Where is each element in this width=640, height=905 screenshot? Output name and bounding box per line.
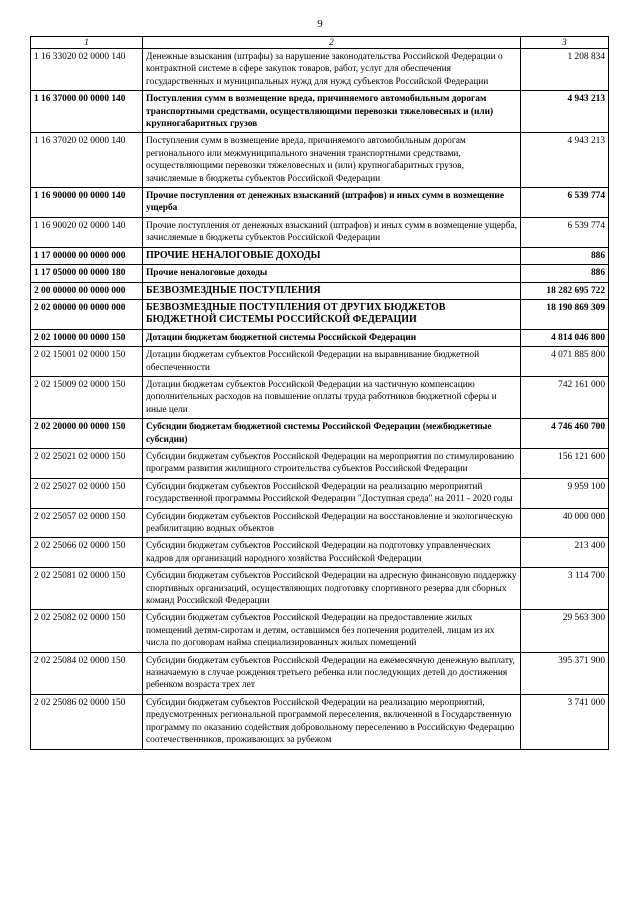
budget-code-cell: 2 00 00000 00 0000 000 [31,282,143,299]
amount-cell: 156 121 600 [521,448,609,478]
income-name-cell: Субсидии бюджетам субъектов Российской Федерации на подготовку управленческих кадров для организаций народного хозяйства Российской Федерации [143,538,521,568]
column-number: 3 [521,37,609,49]
amount-cell: 6 539 774 [521,217,609,247]
income-name-cell: БЕЗВОЗМЕЗДНЫЕ ПОСТУПЛЕНИЯ ОТ ДРУГИХ БЮДЖЕТОВ БЮДЖЕТНОЙ СИСТЕМЫ РОССИЙСКОЙ ФЕДЕРАЦИИ [143,299,521,329]
income-name-cell: Субсидии бюджетам субъектов Российской Федерации на мероприятия по стимулированию программ развития жилищного строительства субъектов Российской Федерации [143,448,521,478]
amount-cell: 3 741 000 [521,694,609,749]
table-row [31,376,609,418]
budget-code-cell: 2 02 25027 02 0000 150 [31,478,143,508]
budget-code-cell: 1 16 37000 00 0000 140 [31,91,143,133]
table-row [31,91,609,133]
amount-cell: 1 208 834 [521,49,609,91]
budget-code-cell: 2 02 10000 00 0000 150 [31,329,143,346]
budget-code-cell: 2 02 25021 02 0000 150 [31,448,143,478]
budget-code-cell: 1 16 90000 00 0000 140 [31,188,143,218]
amount-cell: 4 814 046 800 [521,329,609,346]
budget-code-cell: 1 16 33020 02 0000 140 [31,49,143,91]
income-name-cell: Дотации бюджетам бюджетной системы Российской Федерации [143,329,521,346]
budget-code-cell: 1 17 00000 00 0000 000 [31,247,143,264]
income-name-cell: Субсидии бюджетам бюджетной системы Российской Федерации (межбюджетные субсидии) [143,419,521,449]
amount-cell: 4 943 213 [521,133,609,188]
table-row [31,329,609,346]
amount-cell: 4 943 213 [521,91,609,133]
amount-cell: 4 746 460 700 [521,419,609,449]
income-name-cell: Поступления сумм в возмещение вреда, причиняемого автомобильным дорогам транспортными средствами, осуществляющими перевозки тяжеловесных и (или) крупногабаритных грузов [143,91,521,133]
income-name-cell: Субсидии бюджетам субъектов Российской Федерации на реализацию мероприятий, предусмотренных региональной программой переселения, включенной в Государственную программу по оказанию содействия добровольному переселению в Российскую Федерацию соотечественников, проживающих за рубежом [143,694,521,749]
amount-cell: 4 071 885 800 [521,347,609,377]
income-name-cell: Субсидии бюджетам субъектов Российской Федерации на реализацию мероприятий государственной программы Российской Федерации "Доступная среда" на 2011 - 2020 годы [143,478,521,508]
amount-cell: 886 [521,265,609,282]
budget-code-cell: 2 02 20000 00 0000 150 [31,419,143,449]
table-row [31,694,609,749]
budget-code-cell: 1 16 37020 02 0000 140 [31,133,143,188]
column-number: 1 [31,37,143,49]
table-row [31,188,609,218]
amount-cell: 6 539 774 [521,188,609,218]
table-row [31,247,609,264]
budget-table [30,36,609,750]
table-row [31,448,609,478]
table-row [31,217,609,247]
table-row [31,508,609,538]
amount-cell: 9 959 100 [521,478,609,508]
amount-cell: 395 371 900 [521,652,609,694]
income-name-cell: Прочие поступления от денежных взысканий (штрафов) и иных сумм в возмещение ущерба [143,188,521,218]
income-name-cell: Денежные взыскания (штрафы) за нарушение законодательства Российской Федерации о контрактной системе в сфере закупок товаров, работ, услуг для обеспечения государственных и муниципальных нужд для нужд субъектов Российской Федерации [143,49,521,91]
income-name-cell: ПРОЧИЕ НЕНАЛОГОВЫЕ ДОХОДЫ [143,247,521,264]
column-number-row [31,37,609,49]
table-row [31,49,609,91]
income-name-cell: БЕЗВОЗМЕЗДНЫЕ ПОСТУПЛЕНИЯ [143,282,521,299]
amount-cell: 3 114 700 [521,568,609,610]
page-number: 9 [317,18,323,30]
income-name-cell: Дотации бюджетам субъектов Российской Федерации на частичную компенсацию дополнительных расходов на повышение оплаты труда работников бюджетной сферы и иные цели [143,376,521,418]
table-row [31,478,609,508]
table-row [31,133,609,188]
income-name-cell: Субсидии бюджетам субъектов Российской Федерации на восстановление и экологическую реабилитацию водных объектов [143,508,521,538]
amount-cell: 18 190 869 309 [521,299,609,329]
budget-code-cell: 2 02 25057 02 0000 150 [31,508,143,538]
amount-cell: 742 161 000 [521,376,609,418]
budget-code-cell: 2 02 00000 00 0000 000 [31,299,143,329]
table-row [31,568,609,610]
budget-code-cell: 2 02 25081 02 0000 150 [31,568,143,610]
income-name-cell: Поступления сумм в возмещение вреда, причиняемого автомобильным дорогам регионального или межмуниципального значения транспортными средствами, осуществляющими перевозки тяжеловесных и (или) крупногабаритных грузов, зачисляемые в бюджеты субъектов Российской Федерации [143,133,521,188]
table-row [31,538,609,568]
income-name-cell: Субсидии бюджетам субъектов Российской Федерации на адресную финансовую поддержку спортивных организаций, осуществляющих подготовку спортивного резерва для сборных команд Российской Федерации [143,568,521,610]
table-row [31,610,609,652]
amount-cell: 29 563 300 [521,610,609,652]
budget-code-cell: 2 02 15009 02 0000 150 [31,376,143,418]
budget-code-cell: 2 02 25086 02 0000 150 [31,694,143,749]
table-row [31,282,609,299]
amount-cell: 40 000 000 [521,508,609,538]
income-name-cell: Дотации бюджетам субъектов Российской Федерации на выравнивание бюджетной обеспеченности [143,347,521,377]
amount-cell: 886 [521,247,609,264]
table-body [31,49,609,750]
table-row [31,265,609,282]
income-name-cell: Прочие поступления от денежных взысканий (штрафов) и иных сумм в возмещение ущерба, зачисляемые в бюджеты субъектов Российской Федерации [143,217,521,247]
income-name-cell: Субсидии бюджетам субъектов Российской Федерации на предоставление жилых помещений детям-сиротам и детям, оставшимся без попечения родителей, лицам из их числа по договорам найма специализированных жилых помещений [143,610,521,652]
table-row [31,652,609,694]
income-name-cell: Субсидии бюджетам субъектов Российской Федерации на ежемесячную денежную выплату, назначаемую в случае рождения третьего ребенка или последующих детей до достижения ребенком возраста трех лет [143,652,521,694]
budget-code-cell: 1 16 90020 02 0000 140 [31,217,143,247]
budget-code-cell: 2 02 25082 02 0000 150 [31,610,143,652]
column-number: 2 [143,37,521,49]
budget-code-cell: 2 02 25084 02 0000 150 [31,652,143,694]
table-row [31,347,609,377]
budget-code-cell: 1 17 05000 00 0000 180 [31,265,143,282]
amount-cell: 18 282 695 722 [521,282,609,299]
budget-code-cell: 2 02 15001 02 0000 150 [31,347,143,377]
table-row [31,299,609,329]
amount-cell: 213 400 [521,538,609,568]
income-name-cell: Прочие неналоговые доходы [143,265,521,282]
budget-code-cell: 2 02 25066 02 0000 150 [31,538,143,568]
table-row [31,419,609,449]
